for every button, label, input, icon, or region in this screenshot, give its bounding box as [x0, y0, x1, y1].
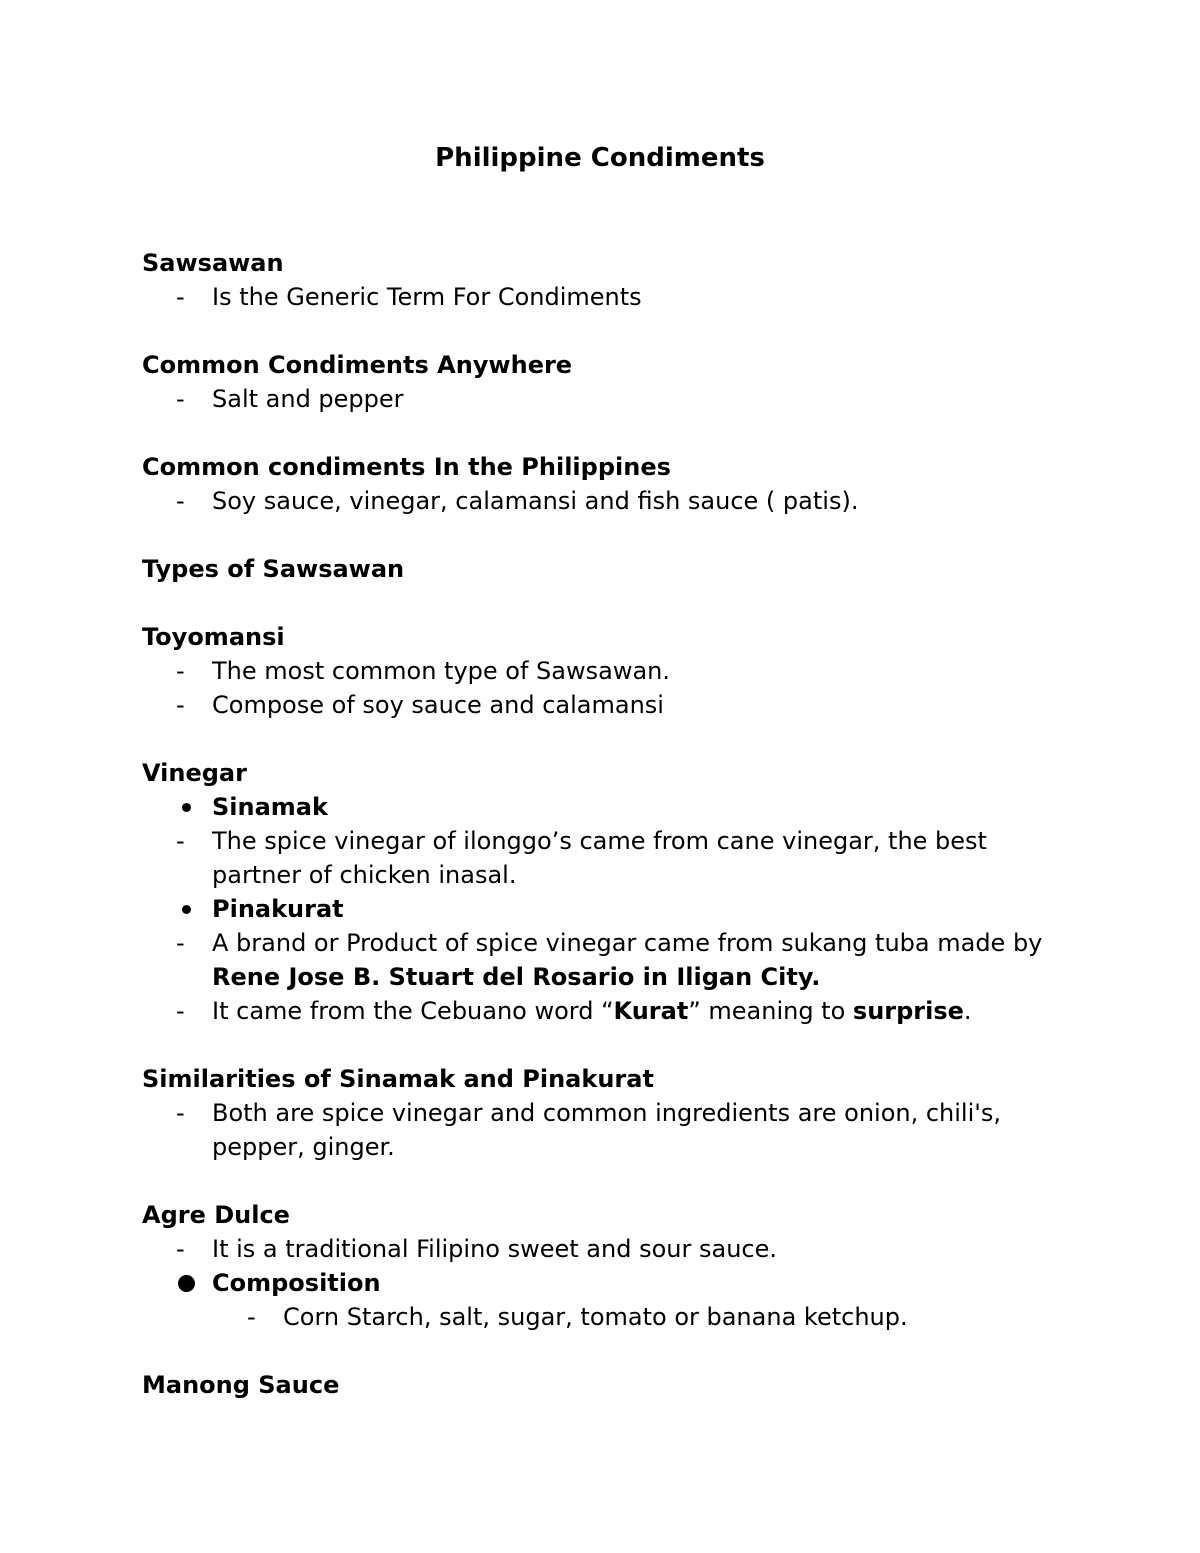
- document-body: [142, 246, 1072, 1436]
- list-item: [142, 1096, 1072, 1164]
- dash-marker: -: [176, 691, 185, 719]
- bullet-icon: [178, 1275, 195, 1292]
- section-types: [142, 552, 1072, 586]
- section-vinegar: [142, 756, 1072, 1028]
- section-sawsawan: [142, 246, 1072, 314]
- dash-marker: -: [176, 487, 185, 515]
- dash-marker: -: [176, 657, 185, 685]
- heading-types: Types of Sawsawan: [142, 555, 405, 583]
- heading-manong-sauce: Manong Sauce: [142, 1371, 340, 1399]
- section-agre-dulce: [142, 1198, 1072, 1334]
- item-text: Compose of soy sauce and calamansi: [212, 691, 664, 719]
- section-common-anywhere: [142, 348, 1072, 416]
- dash-marker: -: [176, 929, 185, 957]
- list-item: [142, 484, 1072, 518]
- item-label: Pinakurat: [212, 895, 344, 923]
- item-text: It is a traditional Filipino sweet and sour sauce.: [212, 1235, 777, 1263]
- document-title: Philippine Condiments: [435, 143, 765, 173]
- list-item: [142, 926, 1072, 994]
- list-item: [142, 688, 1072, 722]
- item-text-part: ” meaning to: [688, 997, 853, 1025]
- bullet-item-composition: [142, 1266, 1072, 1300]
- item-text: The most common type of Sawsawan.: [212, 657, 670, 685]
- list-item: [142, 382, 1072, 416]
- item-text: [212, 929, 1042, 991]
- dash-marker: -: [176, 385, 185, 413]
- section-common-ph: [142, 450, 1072, 518]
- heading-sawsawan: Sawsawan: [142, 249, 284, 277]
- section-similarities: [142, 1062, 1072, 1164]
- heading-common-anywhere: Common Condiments Anywhere: [142, 351, 573, 379]
- item-text: Salt and pepper: [212, 385, 404, 413]
- list-item: [142, 1232, 1072, 1266]
- item-text: Is the Generic Term For Condiments: [212, 283, 642, 311]
- section-manong-sauce: [142, 1368, 1072, 1402]
- heading-toyomansi: Toyomansi: [142, 623, 285, 651]
- item-text-bold: Rene Jose B. Stuart del Rosario in Iligan City.: [212, 963, 821, 991]
- dash-marker: -: [176, 827, 185, 855]
- dash-marker: -: [247, 1303, 256, 1331]
- heading-common-ph: Common condiments In the Philippines: [142, 453, 671, 481]
- item-label: Composition: [212, 1269, 381, 1297]
- item-text-prefix: A brand or Product of spice vinegar came from sukang tuba made by: [212, 929, 1043, 957]
- dash-marker: -: [176, 1235, 185, 1263]
- section-toyomansi: [142, 620, 1072, 722]
- item-text: Corn Starch, salt, sugar, tomato or banana ketchup.: [283, 1303, 908, 1331]
- bullet-item-pinakurat: [142, 892, 1072, 926]
- item-text: [212, 997, 972, 1025]
- dash-marker: -: [176, 1099, 185, 1127]
- item-text: The spice vinegar of ilonggo’s came from cane vinegar, the best partner of chicken inasal.: [212, 827, 987, 889]
- heading-agre-dulce: Agre Dulce: [142, 1201, 290, 1229]
- heading-vinegar: Vinegar: [142, 759, 247, 787]
- item-text-bold: Kurat: [613, 997, 689, 1025]
- item-text-bold: surprise: [852, 997, 964, 1025]
- heading-similarities: Similarities of Sinamak and Pinakurat: [142, 1065, 654, 1093]
- list-item: [142, 824, 1072, 892]
- bullet-item-sinamak: [142, 790, 1072, 824]
- list-item: [142, 1300, 1072, 1334]
- item-label: Sinamak: [212, 793, 328, 821]
- item-text-part: It came from the Cebuano word “: [212, 997, 614, 1025]
- item-text: Both are spice vinegar and common ingredients are onion, chili's, pepper, ginger.: [212, 1099, 1001, 1161]
- dash-marker: -: [176, 997, 185, 1025]
- bullet-icon: [182, 905, 191, 914]
- list-item: [142, 280, 1072, 314]
- item-text: Soy sauce, vinegar, calamansi and fish sauce ( patis).: [212, 487, 859, 515]
- dash-marker: -: [176, 283, 185, 311]
- list-item: [142, 654, 1072, 688]
- list-item: [142, 994, 1072, 1028]
- item-text-part: .: [963, 997, 972, 1025]
- bullet-icon: [182, 803, 191, 812]
